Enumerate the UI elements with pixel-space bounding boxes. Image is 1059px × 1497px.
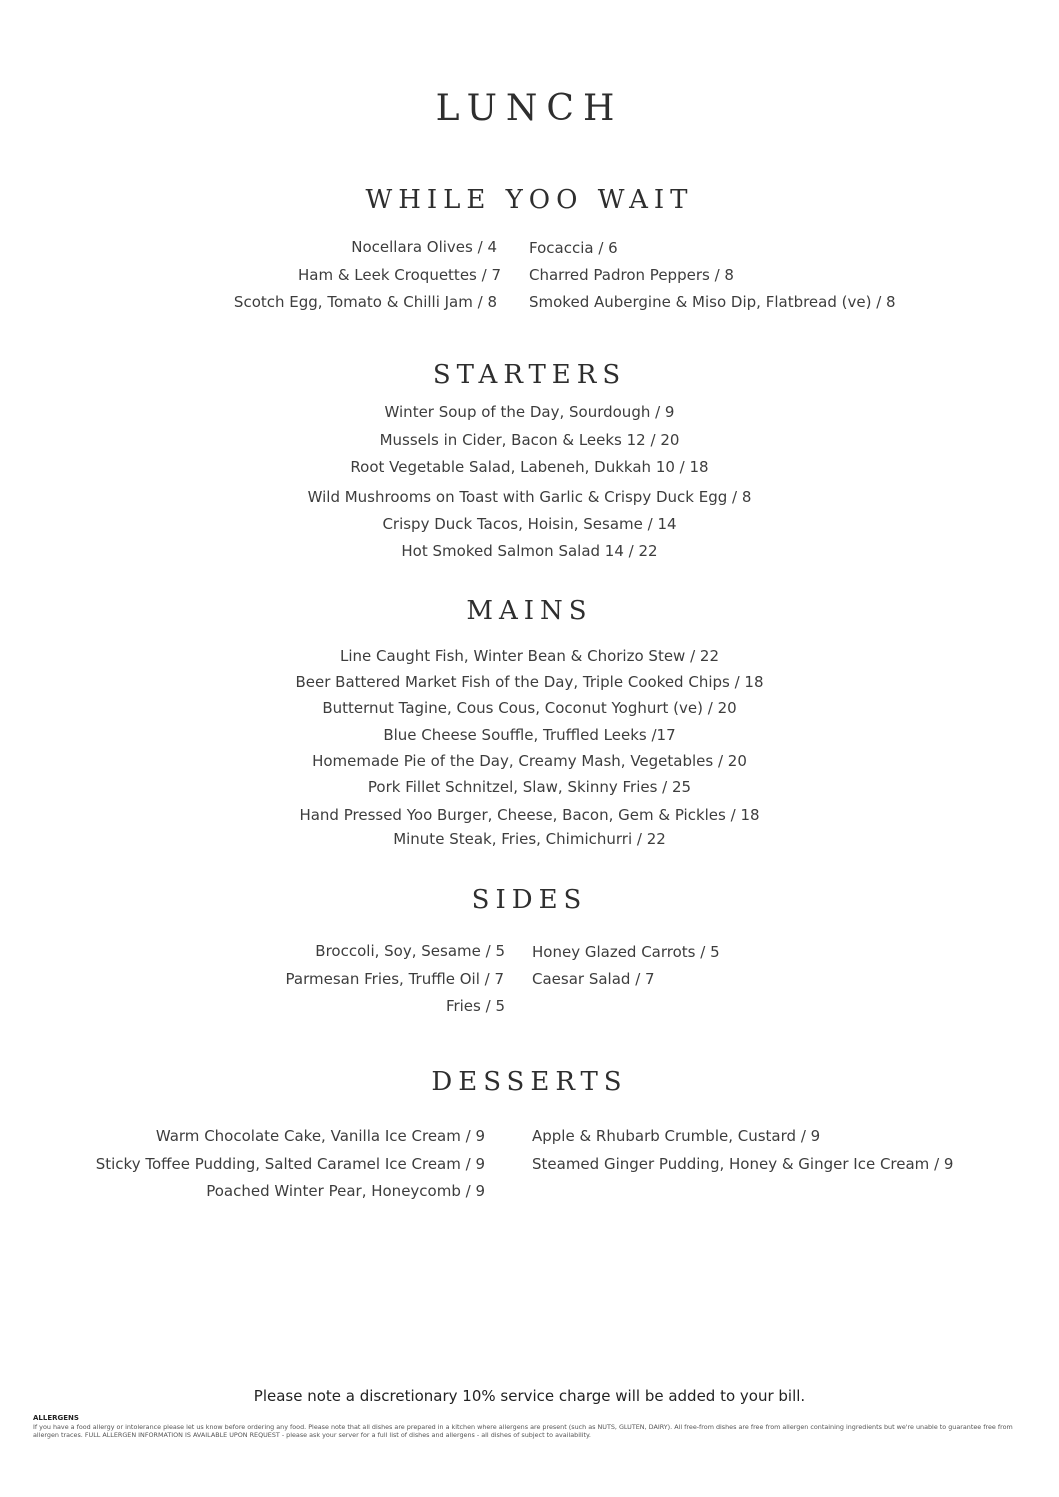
menu-item: Warm Chocolate Cake, Vanilla Ice Cream / 9	[155, 1127, 485, 1145]
menu-item: Line Caught Fish, Winter Bean & Chorizo Stew / 22	[340, 647, 719, 665]
menu-item: Homemade Pie of the Day, Creamy Mash, Vegetables / 20	[312, 752, 747, 770]
section-heading-desserts: DESSERTS	[431, 1067, 628, 1097]
menu-item: Parmesan Fries, Truffle Oil / 7	[285, 970, 504, 988]
menu-item: Focaccia / 6	[529, 239, 618, 257]
menu-item: Charred Padron Peppers / 8	[529, 266, 734, 284]
section-heading-while-you-wait: WHILE YOO WAIT	[365, 185, 694, 215]
menu-item: Pork Fillet Schnitzel, Slaw, Skinny Fries / 25	[367, 778, 692, 796]
page-title: LUNCH	[435, 88, 624, 129]
menu-item: Broccoli, Soy, Sesame / 5	[315, 942, 505, 960]
menu-item: Ham & Leek Croquettes / 7	[297, 266, 501, 284]
menu-item: Caesar Salad / 7	[532, 970, 655, 988]
menu-item: Mussels in Cider, Bacon & Leeks 12 / 20	[379, 431, 680, 449]
menu-item: Smoked Aubergine & Miso Dip, Flatbread (ve) / 8	[529, 293, 896, 311]
section-heading-mains: MAINS	[466, 596, 593, 626]
menu-item: Blue Cheese Souffle, Truffled Leeks /17	[383, 726, 676, 744]
section-heading-sides: SIDES	[471, 885, 588, 915]
menu-item: Minute Steak, Fries, Chimichurri / 22	[393, 830, 666, 848]
menu-item: Steamed Ginger Pudding, Honey & Ginger Ice Cream / 9	[532, 1155, 954, 1173]
menu-item: Winter Soup of the Day, Sourdough / 9	[384, 403, 675, 421]
menu-item: Sticky Toffee Pudding, Salted Caramel Ice Cream / 9	[95, 1155, 485, 1173]
menu-item: Apple & Rhubarb Crumble, Custard / 9	[532, 1127, 821, 1145]
menu-item: Hot Smoked Salmon Salad 14 / 22	[401, 542, 658, 560]
menu-item: Fries / 5	[445, 997, 505, 1015]
menu-item: Crispy Duck Tacos, Hoisin, Sesame / 14	[382, 515, 677, 533]
menu-item: Honey Glazed Carrots / 5	[532, 943, 720, 961]
menu-item: Wild Mushrooms on Toast with Garlic & Crispy Duck Egg / 8	[307, 488, 752, 506]
menu-item: Butternut Tagine, Cous Cous, Coconut Yoghurt (ve) / 20	[322, 699, 737, 717]
allergens-title: ALLERGENS	[33, 1414, 79, 1422]
menu-item: Poached Winter Pear, Honeycomb / 9	[206, 1182, 485, 1200]
menu-item: Root Vegetable Salad, Labeneh, Dukkah 10 / 18	[350, 458, 709, 476]
menu-item: Nocellara Olives / 4	[351, 238, 497, 256]
menu-item: Hand Pressed Yoo Burger, Cheese, Bacon, Gem & Pickles / 18	[299, 806, 760, 824]
menu-item: Beer Battered Market Fish of the Day, Triple Cooked Chips / 18	[295, 673, 764, 691]
menu-item: Scotch Egg, Tomato & Chilli Jam / 8	[233, 293, 497, 311]
allergens-text: If you have a food allergy or intolerance please let us know before ordering any food. Please note that all dishes are prepared in a kitchen where allergens are present (such as NUTS, GLUTEN, DAIRY). All free-from dishes are free from allergen containing ingredients but we're unable to guarantee free from allergen traces. FULL ALLERGEN INFORMATION IS AVAILABLE UPON REQUEST - please ask your server for a full list of dishes and allergens - all dishes of subject to availability.	[33, 1423, 1013, 1439]
section-heading-starters: STARTERS	[432, 360, 627, 390]
service-charge-note: Please note a discretionary 10% service charge will be added to your bill.	[253, 1387, 806, 1405]
